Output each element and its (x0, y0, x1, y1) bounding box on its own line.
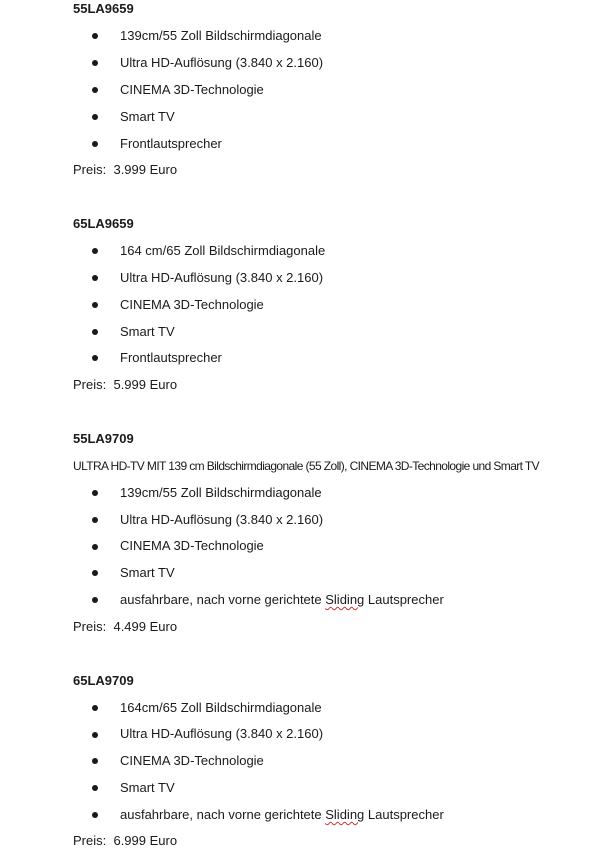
feature-item: 164 cm/65 Zoll Bildschirmdiagonale (120, 243, 326, 258)
feature-item: CINEMA 3D-Technologie (120, 538, 264, 553)
product-model-title: 65LA9709 (73, 673, 134, 688)
feature-item: Smart TV (120, 324, 175, 339)
bullet-icon (92, 758, 98, 764)
feature-text: ausfahrbare, nach vorne gerichtete (120, 592, 326, 607)
price-value: 6.999 Euro (113, 833, 178, 848)
bullet-icon (92, 597, 98, 603)
product-description: ULTRA HD-TV MIT 139 cm Bildschirmdiagonale (55 Zoll), CINEMA 3D-Technologie und Smart TV (73, 459, 540, 473)
price-line (73, 619, 177, 635)
feature-item: Frontlautsprecher (120, 136, 222, 151)
bullet-icon (92, 517, 98, 523)
spellcheck-flagged-word[interactable]: Sliding (325, 807, 365, 822)
price-line (73, 162, 177, 178)
product-model-title: 55LA9659 (73, 1, 134, 16)
feature-item (120, 592, 444, 608)
price-value: 5.999 Euro (113, 377, 178, 392)
feature-item: Smart TV (120, 109, 175, 124)
bullet-icon (92, 114, 98, 120)
bullet-icon (92, 812, 98, 818)
bullet-icon (92, 490, 98, 496)
bullet-icon (92, 248, 98, 254)
feature-item: Frontlautsprecher (120, 350, 222, 365)
price-label: Preis: (73, 377, 107, 392)
bullet-icon (92, 329, 98, 335)
feature-item: 139cm/55 Zoll Bildschirmdiagonale (120, 485, 322, 500)
bullet-icon (92, 87, 98, 93)
price-label: Preis: (73, 162, 107, 177)
bullet-icon (92, 302, 98, 308)
feature-item: Smart TV (120, 565, 175, 580)
feature-text: Lautsprecher (364, 807, 444, 822)
feature-item: Ultra HD-Auflösung (3.840 x 2.160) (120, 270, 324, 285)
feature-item: 139cm/55 Zoll Bildschirmdiagonale (120, 28, 322, 43)
spellcheck-flagged-word[interactable]: Sliding (325, 592, 365, 607)
bullet-icon (92, 355, 98, 361)
feature-item (120, 807, 444, 823)
bullet-icon (92, 732, 98, 738)
price-label: Preis: (73, 619, 107, 634)
feature-item: Ultra HD-Auflösung (3.840 x 2.160) (120, 55, 324, 70)
price-label: Preis: (73, 833, 107, 848)
product-model-title: 65LA9659 (73, 216, 134, 231)
bullet-icon (92, 705, 98, 711)
feature-item: CINEMA 3D-Technologie (120, 297, 264, 312)
bullet-icon (92, 544, 98, 550)
bullet-icon (92, 60, 98, 66)
feature-text: ausfahrbare, nach vorne gerichtete (120, 807, 326, 822)
bullet-icon (92, 570, 98, 576)
feature-item: Ultra HD-Auflösung (3.840 x 2.160) (120, 726, 324, 741)
feature-item: CINEMA 3D-Technologie (120, 82, 264, 97)
feature-text: Lautsprecher (364, 592, 444, 607)
price-value: 4.499 Euro (113, 619, 178, 634)
price-line (73, 833, 177, 849)
price-line (73, 377, 177, 393)
bullet-icon (92, 141, 98, 147)
feature-item: 164cm/65 Zoll Bildschirmdiagonale (120, 700, 322, 715)
product-model-title: 55LA9709 (73, 431, 134, 446)
feature-item: Ultra HD-Auflösung (3.840 x 2.160) (120, 512, 324, 527)
feature-item: CINEMA 3D-Technologie (120, 753, 264, 768)
bullet-icon (92, 33, 98, 39)
feature-item: Smart TV (120, 780, 175, 795)
price-value: 3.999 Euro (113, 162, 178, 177)
bullet-icon (92, 785, 98, 791)
bullet-icon (92, 275, 98, 281)
